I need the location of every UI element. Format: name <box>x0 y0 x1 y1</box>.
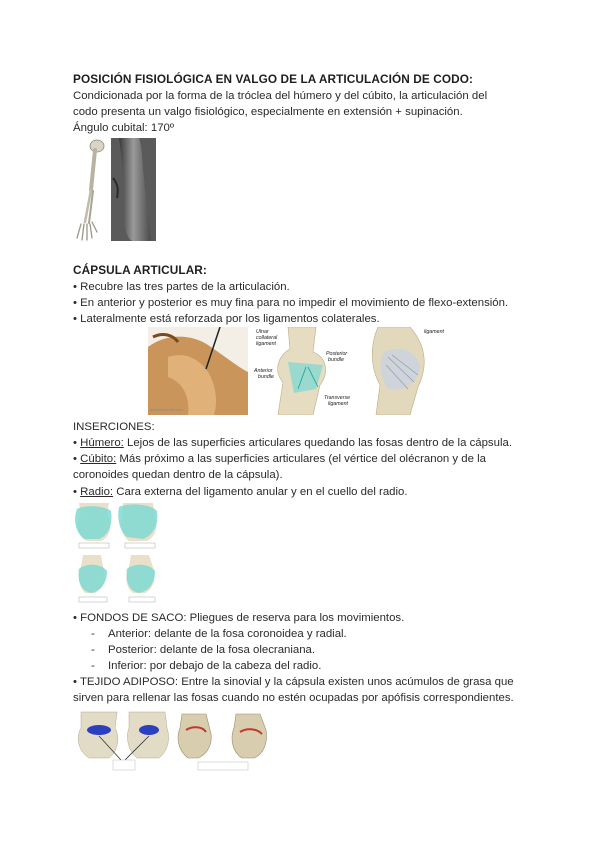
section-heading-valgo: POSICIÓN FISIOLÓGICA EN VALGO DE LA ARTICULACIÓN DE CODO: <box>73 72 474 86</box>
insercion-text: Cara externa del ligamento anular y en el cuello del radio. <box>113 486 408 498</box>
bullet: • <box>73 437 81 449</box>
insercion-humero <box>73 435 512 451</box>
fat-pad-figure-2 <box>176 708 270 772</box>
term-radio: Radio: <box>80 486 114 498</box>
bullet-line: • En anterior y posterior es muy fina para no impedir el movimiento de flexo-extensión. <box>73 297 509 309</box>
bullet: • <box>73 486 81 498</box>
insertion-figures <box>73 501 161 607</box>
fondos-item: Posterior: delante de la fosa olecraniana. <box>108 644 316 656</box>
skeleton-arm-image <box>73 138 109 241</box>
arm-photo-image <box>111 138 156 241</box>
insercion-radio <box>73 484 408 500</box>
term-humero: Húmero: <box>80 437 124 449</box>
label-collateral: collateral <box>256 335 278 341</box>
capsule-figure-strip <box>148 327 448 415</box>
dash: - <box>91 628 95 640</box>
bullet: • <box>73 453 81 465</box>
label-ligament-right: ligament <box>424 329 445 335</box>
label-ligament: ligament <box>328 401 349 407</box>
label-transverse: Transverse <box>324 395 351 401</box>
fondos-line: • FONDOS DE SACO: Pliegues de reserva para los movimientos. <box>73 612 405 624</box>
insercion-text: Más próximo a las superficies articulares (el vértice del olécranon y de la <box>116 453 486 465</box>
label-bundle: bundle <box>328 357 344 363</box>
insercion-cubito <box>73 451 486 467</box>
bullet-line: • Recubre las tres partes de la articulación. <box>73 281 290 293</box>
insercion-cubito-cont: coronoides quedan dentro de la cápsula). <box>73 469 283 481</box>
watermark-text: anatomyzone.com <box>150 407 183 412</box>
insercion-text: Lejos de las superficies articulares quedando las fosas dentro de la cápsula. <box>123 437 512 449</box>
tejido-line: • TEJIDO ADIPOSO: Entre la sinovial y la cápsula existen unos acúmulos de grasa que <box>73 676 514 688</box>
fondos-item: Anterior: delante de la fosa coronoidea y radial. <box>108 628 347 640</box>
label-ligament: ligament <box>256 341 277 347</box>
dash: - <box>91 644 95 656</box>
label-posterior: Posterior <box>326 351 348 357</box>
paragraph-line: codo presenta un valgo fisiológico, especialmente en extensión + supinación. <box>73 106 463 118</box>
term-cubito: Cúbito: <box>80 453 117 465</box>
label-ulnar: Ulnar <box>256 329 269 335</box>
label-anterior: Anterior <box>254 368 273 374</box>
fat-pad-figure-1 <box>73 708 173 772</box>
section-heading-capsula: CÁPSULA ARTICULAR: <box>73 263 207 277</box>
paragraph-line: Ángulo cubital: 170º <box>73 122 175 134</box>
paragraph-line: Condicionada por la forma de la tróclea del húmero y del cúbito, la articulación del <box>73 90 488 102</box>
tejido-line: sirven para rellenar las fosas cuando no estén ocupadas por apófisis correspondientes. <box>73 692 514 704</box>
label-bundle: bundle <box>258 374 274 380</box>
dash: - <box>91 660 95 672</box>
inserciones-title: INSERCIONES: <box>73 421 155 433</box>
fondos-item: Inferior: por debajo de la cabeza del radio. <box>108 660 322 672</box>
bullet-line: • Lateralmente está reforzada por los ligamentos colaterales. <box>73 313 380 325</box>
